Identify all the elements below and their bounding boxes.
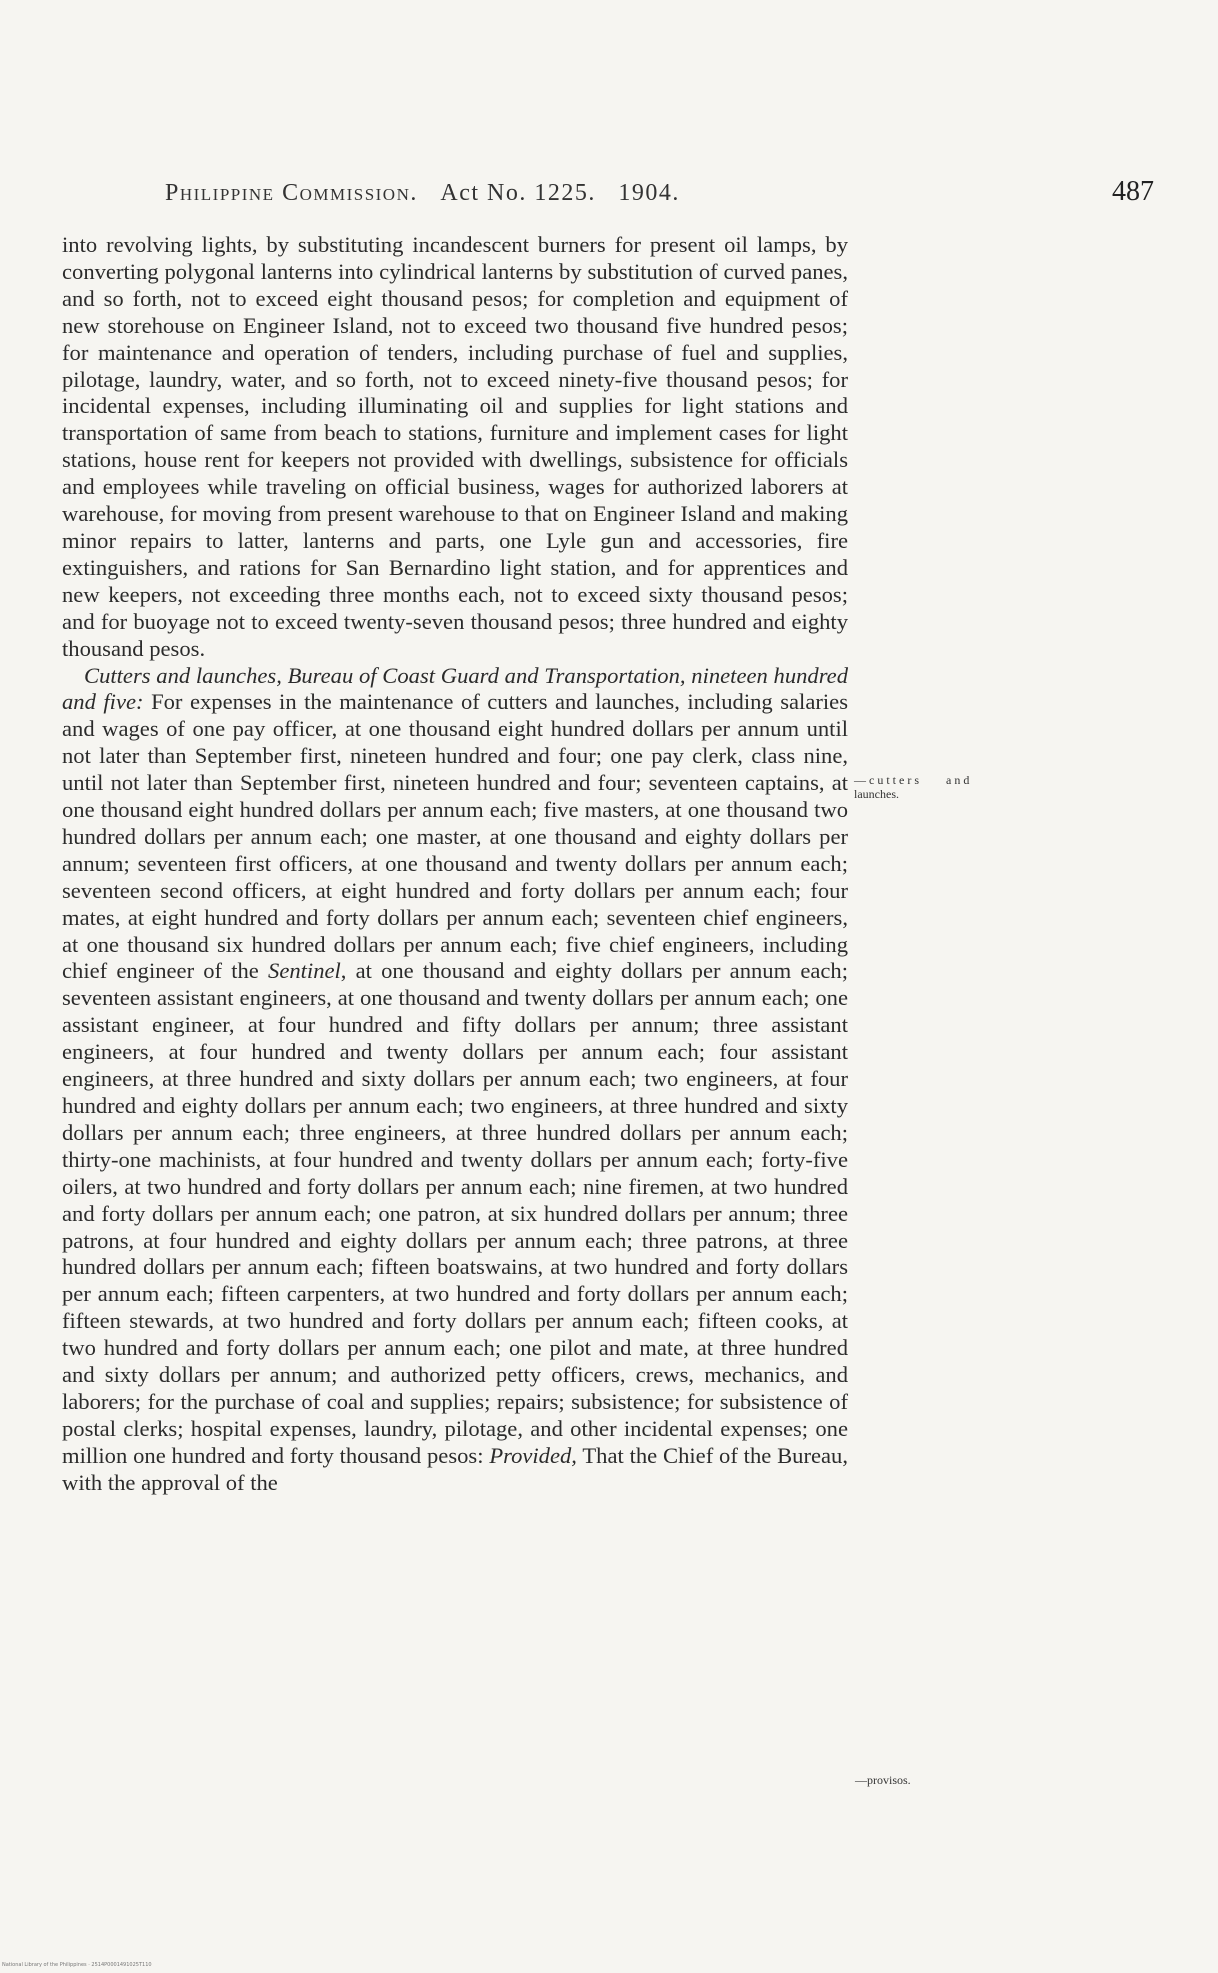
margin-note-and-word: and (946, 773, 973, 787)
cutters-text-c: That the Chief of the Bureau, with the approval of the (62, 1442, 848, 1495)
cutters-text-a: For expenses in the maintenance of cutters and launches, including salaries and wages of one pay officer, at one thousand eight hundred dollars per annum until not later than September first, nineteen hundred and four; one pay clerk, class nine, until not later than September first, nineteen hundred and four; seventeen captains, at one thousand eight hundred dollars per annum each; five masters, at one thousand two hundred dollars per annum each; one master, at one thousand and eighty dollars per annum; seventeen first officers, at one thousand and twenty dollars per annum each; seventeen second officers, at eight hundred and forty dollars per annum each; four mates, at eight hundred and forty dollars per annum each; seventeen chief engineers, at one thousand six hundred dollars per annum each; five chief engineers, including chief engineer of the (62, 689, 848, 984)
header-title: Philippine Commission. (165, 180, 418, 206)
margin-note-cutters (854, 773, 1054, 801)
cutters-heading: Cutters and launches, Bureau of Coast Guard and Transportation, nineteen hundred and five: (62, 662, 848, 715)
margin-note-launches-word: launches. (854, 787, 899, 801)
provided-word: Provided, (489, 1442, 577, 1468)
page-header (165, 180, 945, 207)
header-year: 1904. (618, 180, 680, 206)
scan-footer: National Library of the Philippines · 2514P0001491025T110 (2, 1962, 152, 1968)
page-number: 487 (1112, 176, 1154, 207)
margin-note-cutters-word: —cutters (854, 773, 922, 787)
margin-note-provisos: —provisos. (855, 1773, 911, 1787)
cutters-text-b: , at one thousand and eighty dollars per annum each; seventeen assistant engineers, at one thousand and twenty dollars per annum each; one assistant engineer, at four hundred and fifty dollars per annum; three assistant engineers, at four hundred and twenty dollars per annum each; four assistant engineers, at three hundred and sixty dollars per annum each; two engineers, at four hundred and eighty dollars per annum each; two engineers, at three hundred and sixty dollars per annum each; three engineers, at three hundred dollars per annum each; thirty-one machinists, at four hundred and twenty dollars per annum each; forty-five oilers, at two hundred and forty dollars per annum each; nine firemen, at two hundred and forty dollars per annum each; one patron, at six hundred dollars per annum; three patrons, at four hundred and eighty dollars per annum each; three patrons, at three hundred dollars per annum each; fifteen boatswains, at two hundred and forty dollars per annum each; fifteen carpenters, at two hundred and forty dollars per annum each; fifteen stewards, at two hundred and forty dollars per annum each; fifteen cooks, at two hundred and forty dollars per annum each; one pilot and mate, at three hundred and sixty dollars per annum; and authorized petty officers, crews, mechanics, and laborers; for the purchase of coal and supplies; repairs; subsistence; for subsistence of postal clerks; hospital expenses, laundry, pilotage, and other incidental expenses; one million one hundred and forty thousand pesos: (62, 958, 848, 1468)
paragraph-cutters-launches (62, 663, 848, 1497)
paragraph-lighthouses: into revolving lights, by substituting incandescent burners for present oil lamps, by converting polygonal lanterns into cylindrical lanterns by substitution of curved panes, and so forth, not to exceed eight thousand pesos; for completion and equipment of new storehouse on Engineer Island, not to exceed two thousand five hundred pesos; for maintenance and operation of tenders, including purchase of fuel and supplies, pilotage, laundry, water, and so forth, not to exceed ninety-five thousand pesos; for incidental expenses, including illuminating oil and supplies for light stations and transportation of same from beach to stations, furniture and implement cases for light stations, house rent for keepers not provided with dwellings, subsistence for officials and employees while traveling on official business, wages for authorized laborers at warehouse, for moving from present warehouse to that on Engineer Island and making minor repairs to latter, lanterns and parts, one Lyle gun and accessories, fire extinguishers, and rations for San Bernardino light station, and for apprentices and new keepers, not exceeding three months each, not to exceed sixty thousand pesos; and for buoyage not to exceed twenty-seven thousand pesos; three hundred and eighty thousand pesos. (62, 232, 848, 661)
vessel-name: Sentinel (268, 958, 341, 984)
header-act: Act No. 1225. (440, 180, 596, 206)
body-text (62, 232, 848, 1497)
